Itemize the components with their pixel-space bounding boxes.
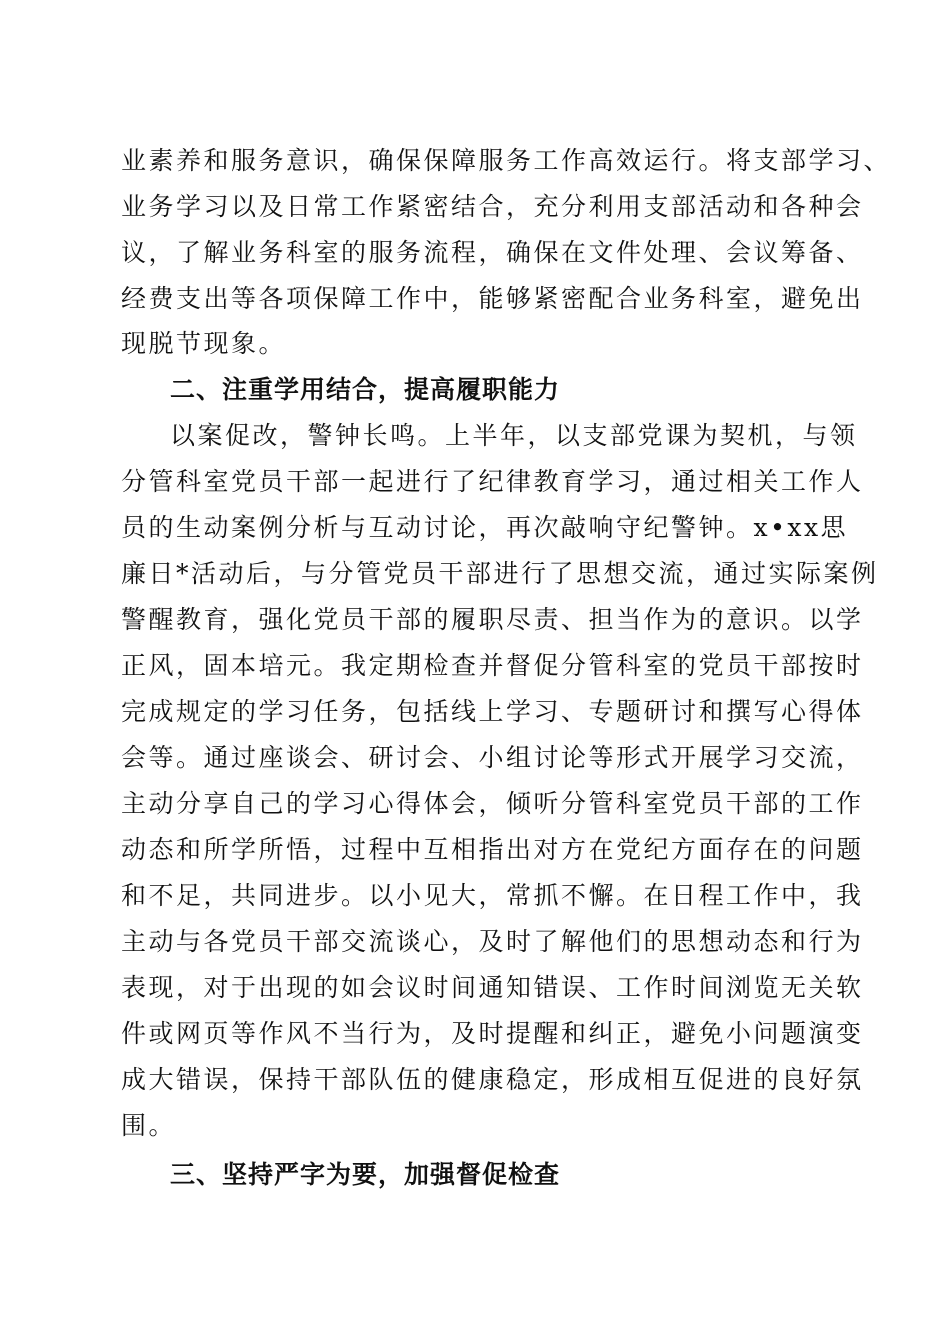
paragraph-line: 廉日*活动后，与分管党员干部进行了思想交流，通过实际案例 — [121, 559, 879, 588]
paragraph-line: 件或网页等作风不当行为，及时提醒和纠正，避免小问题演变 — [121, 1019, 864, 1048]
paragraph-line: 议，了解业务科室的服务流程，确保在文件处理、会议筹备、 — [121, 238, 864, 267]
paragraph-line: 业素养和服务意识，确保保障服务工作高效运行。将支部学习、 — [121, 146, 892, 175]
paragraph-line: 以案促改，警钟长鸣。上半年，以支部党课为契机，与领 — [170, 421, 858, 450]
section-heading-3: 三、坚持严字为要，加强督促检查 — [170, 1160, 561, 1189]
paragraph-line: 表现，对于出现的如会议时间通知错误、工作时间浏览无关软 — [121, 973, 864, 1002]
paragraph-line: 分管科室党员干部一起进行了纪律教育学习，通过相关工作人 — [121, 467, 864, 496]
paragraph-line: 围。 — [121, 1111, 177, 1140]
paragraph-line: 完成规定的学习任务，包括线上学习、专题研讨和撰写心得体 — [121, 697, 864, 726]
paragraph-line: 动态和所学所悟，过程中互相指出对方在党纪方面存在的问题 — [121, 835, 864, 864]
paragraph-line: 主动与各党员干部交流谈心，及时了解他们的思想动态和行为 — [121, 927, 864, 956]
paragraph-line: 现脱节现象。 — [121, 329, 287, 358]
section-heading-2: 二、注重学用结合，提高履职能力 — [170, 375, 561, 404]
paragraph-line: 主动分享自己的学习心得体会，倾听分管科室党员干部的工作 — [121, 789, 864, 818]
paragraph-line: 业务学习以及日常工作紧密结合，充分利用支部活动和各种会 — [121, 192, 864, 221]
paragraph-line: 和不足，共同进步。以小见大，常抓不懈。在日程工作中，我 — [121, 881, 864, 910]
paragraph-line: 经费支出等各项保障工作中，能够紧密配合业务科室，避免出 — [121, 284, 864, 313]
paragraph-line: 会等。通过座谈会、研讨会、小组讨论等形式开展学习交流， — [121, 743, 864, 772]
paragraph-line: 正风，固本培元。我定期检查并督促分管科室的党员干部按时 — [121, 651, 864, 680]
paragraph-line: 成大错误，保持干部队伍的健康稳定，形成相互促进的良好氛 — [121, 1065, 864, 1094]
paragraph-line: 警醒教育，强化党员干部的履职尽责、担当作为的意识。以学 — [121, 605, 864, 634]
paragraph-line: 员的生动案例分析与互动讨论，再次敲响守纪警钟。x•xx思 — [121, 513, 849, 542]
